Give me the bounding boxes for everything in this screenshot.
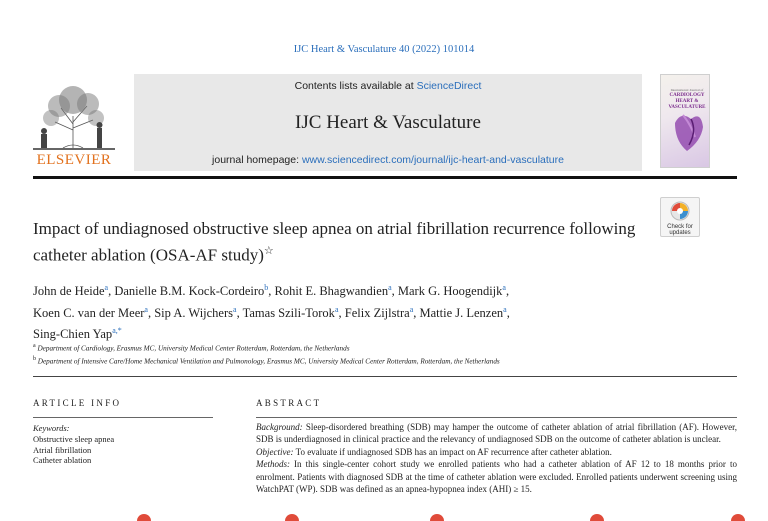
header-divider: [33, 176, 737, 179]
author-affiliation-mark[interactable]: b: [264, 283, 269, 292]
author-name: Sip A. Wijchers: [154, 305, 234, 320]
cover-small-text: International Journal of: [670, 88, 704, 92]
sciencedirect-link[interactable]: ScienceDirect: [416, 80, 482, 92]
abstract-label: Objective:: [256, 446, 294, 457]
author-name: Danielle B.M. Kock-Cordeiro: [114, 284, 265, 299]
crossmark-icon: [661, 198, 699, 224]
journal-header: [134, 74, 642, 171]
article-title-text: Impact of undiagnosed obstructive sleep apnea on atrial fibrillation recurrence following catheter ablation (OSA-AF study): [33, 219, 636, 265]
author[interactable]: John de Heide$^a$,: [33, 283, 112, 299]
journal-cover-image[interactable]: [660, 74, 710, 168]
author-name: Mark G. Hoogendijk: [397, 284, 503, 299]
abstract-paragraph-objective: [256, 446, 737, 458]
dock-app-icon[interactable]: [137, 514, 151, 521]
author[interactable]: Koen C. van der Meer$^a$,: [33, 304, 152, 320]
affiliation-mark: b: [33, 356, 36, 363]
abstract-text: Sleep-disordered breathing (SDB) may hamper the outcome of catheter ablation of atrial fibrillation (AF). However, SDB is underdiagnosed in clinical practice and the relevancy of undiagnosed SDB on the outcome of catheter ablation is unclear.: [256, 422, 737, 445]
dock-app-icon[interactable]: [285, 514, 299, 521]
affiliation-text: Department of Cardiology, Erasmus MC, University Medical Center Rotterdam, Rotterdam, the Netherlands: [37, 344, 350, 353]
author-affiliation-mark[interactable]: a: [334, 304, 339, 314]
author-affiliation-mark[interactable]: a: [388, 283, 392, 292]
article-info-heading: ARTICLE INFO: [33, 398, 122, 408]
crossmark-label: [661, 224, 699, 236]
abstract-body: [256, 421, 737, 495]
journal-citation[interactable]: IJC Heart & Vasculature 40 (2022) 101014: [293, 44, 475, 55]
author-affiliation-mark[interactable]: a: [502, 283, 506, 292]
abstract-heading: ABSTRACT: [256, 398, 322, 408]
affiliation-text: Department of Intensive Care/Home Mechanical Ventilation and Pulmonology, Erasmus MC, University Medical Center Rotterdam, Rotterdam, the Netherlands: [37, 357, 500, 366]
article-title: [33, 218, 653, 267]
article-info-rule: [33, 417, 213, 418]
keyword[interactable]: Catheter ablation: [33, 455, 92, 465]
keywords-label: Keywords:: [33, 423, 70, 433]
contents-line: [134, 80, 642, 92]
section-divider: [33, 376, 737, 377]
abstract-label: Background:: [256, 422, 303, 432]
author[interactable]: Danielle B.M. Kock-Cordeiro$^b$,: [114, 283, 272, 299]
author[interactable]: Felix Zijlstra$^a$,: [344, 304, 417, 320]
author-affiliation-mark[interactable]: a,*: [112, 326, 122, 336]
title-footnote-mark[interactable]: ☆: [263, 245, 274, 257]
journal-title: IJC Heart & Vasculature: [295, 112, 481, 133]
cover-journal-name: CARDIOLOGY HEART & VASCULATURE: [668, 93, 706, 110]
dock-app-icon[interactable]: [590, 514, 604, 521]
dock-app-icon[interactable]: [430, 514, 444, 521]
author[interactable]: Rohit E. Bhagwandien$^a$,: [274, 283, 395, 299]
author-list: [33, 279, 693, 344]
crossmark-label-line2: updates: [669, 230, 691, 236]
elsevier-wordmark: ELSEVIER: [36, 152, 112, 168]
keyword[interactable]: Atrial fibrillation: [33, 444, 92, 455]
abstract-rule: [256, 417, 737, 418]
author-affiliation-mark[interactable]: a: [144, 304, 148, 314]
author-name: John de Heide: [33, 284, 105, 299]
author-name: Mattie J. Lenzen: [419, 305, 504, 320]
author-name: Sing-Chien Yap: [33, 327, 113, 342]
author-affiliation-mark[interactable]: a: [503, 304, 507, 314]
contents-prefix: Contents lists available at: [294, 80, 417, 92]
keyword[interactable]: Obstructive sleep apnea: [33, 434, 115, 444]
author[interactable]: Mark G. Hoogendijk$^a$,: [397, 283, 510, 299]
author[interactable]: Tamas Szili-Torok$^a$,: [242, 304, 342, 320]
abstract-paragraph-methods: [256, 458, 737, 495]
homepage-line: [134, 154, 642, 166]
author[interactable]: Mattie J. Lenzen$^a$,: [419, 304, 510, 320]
cover-heart-graphic: [661, 75, 710, 168]
abstract-text: To evaluate if undiagnosed SDB has an impact on AF recurrence after catheter ablation.: [293, 446, 612, 457]
author-affiliation-mark[interactable]: a: [409, 304, 414, 314]
author-affiliation-mark[interactable]: a: [233, 304, 237, 314]
keywords-list: [33, 434, 114, 466]
affiliations: [33, 341, 733, 368]
check-for-updates-badge[interactable]: [660, 197, 700, 237]
author-name: Koen C. van der Meer: [33, 305, 145, 320]
homepage-label: journal homepage:: [212, 154, 302, 166]
author-name: Tamas Szili-Torok: [242, 305, 335, 320]
author-name: Felix Zijlstra: [344, 305, 410, 320]
author[interactable]: [33, 327, 122, 341]
abstract-label: Methods:: [256, 459, 290, 470]
affiliation: [33, 341, 733, 354]
affiliation: [33, 354, 733, 367]
dock-app-icon[interactable]: [731, 514, 745, 521]
dock-strip: [0, 513, 768, 521]
author-affiliation-mark[interactable]: a: [104, 283, 109, 292]
homepage-url-link[interactable]: www.sciencedirect.com/journal/ijc-heart-and-vasculature: [301, 154, 564, 166]
abstract-text: In this single-center cohort study we enrolled patients who had a catheter ablation of AF 12 to 18 months prior to enrolment. Patients with diagnosed SDB at the time of catheter ablation were excluded. Enrolled patients underwent screening using WatchPAT (WP). SDB was defined as an apnea-hypopnea index (AHI) ≥ 15.: [256, 459, 737, 495]
crossmark-label-line1: Check for: [667, 224, 693, 230]
abstract-paragraph-background: [256, 421, 737, 446]
author[interactable]: Sip A. Wijchers$^a$,: [154, 304, 240, 320]
author-name: Rohit E. Bhagwandien: [274, 284, 389, 299]
affiliation-mark: a: [33, 343, 36, 349]
